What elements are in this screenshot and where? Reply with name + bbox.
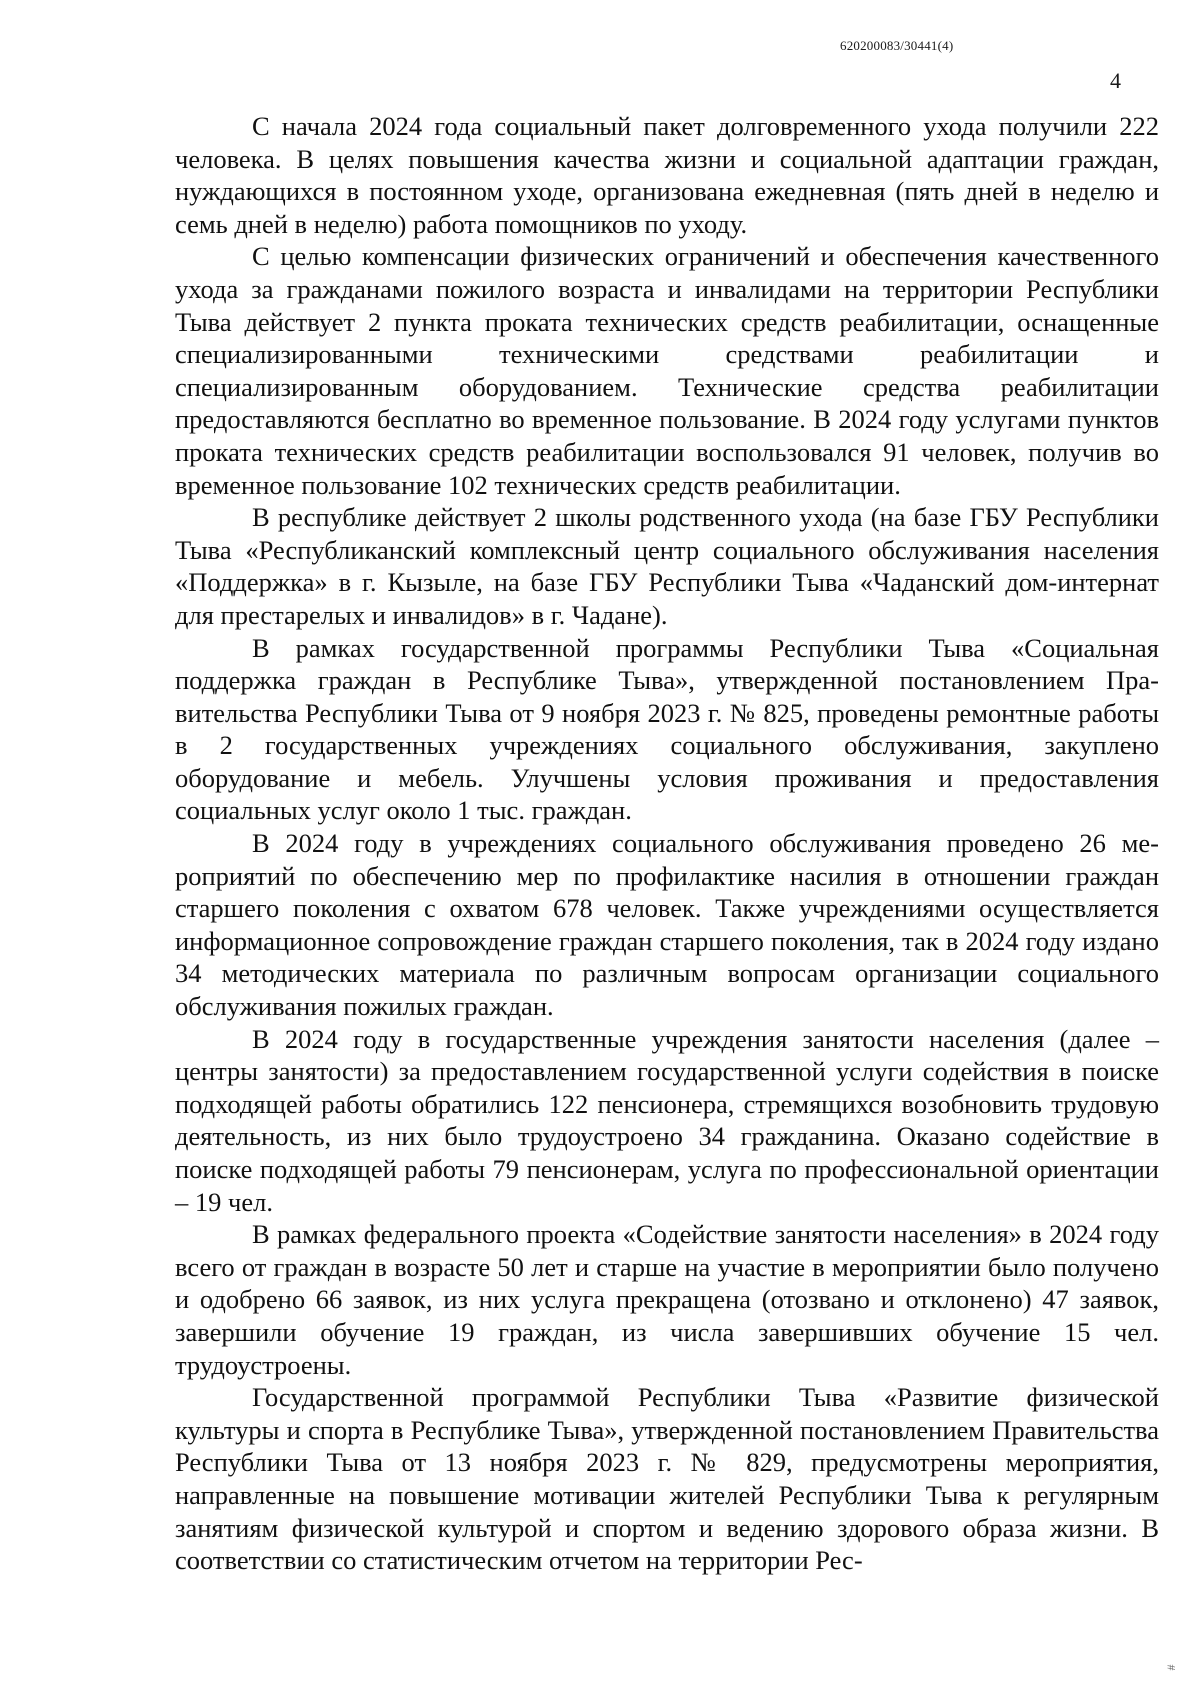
paragraph: Государственной программой Республики Тыва «Развитие физической культуры и спорта в Республике Тыва», утвержденной постановлением Правительства Республики Тыва от 13 ноября 2023 г. № 829, предусмотрены мероприятия, направленные на повышение мотивации жителей Республики Тыва к регулярным занятиям физической культурой и спортом и ведению здорового образа жизни. В соответствии со статистическим отчетом на территории Рес- (175, 1382, 1159, 1576)
document-body (175, 110, 1159, 1577)
scan-mark: # (1164, 1664, 1179, 1671)
paragraph: В рамках государственной программы Республики Тыва «Социальная поддержка граждан в Республике Тыва», утвержденной постановлением Правительства Республики Тыва от 9 ноября 2023 г. № 825, проведены ремонтные работы в 2 государственных учреждениях социального обслуживания, закуплено оборудование и мебель. Улучшены условия проживания и предоставления социальных услуг около 1 тыс. граждан. (175, 632, 1159, 826)
paragraph: В 2024 году в учреждениях социального обслуживания проведено 26 мероприятий по обеспечению мер по профилактике насилия в отношении граждан старшего поколения с охватом 678 человек. Также учреждениями осуществляется информационное сопровождение граждан старшего поколения, так в 2024 году издано 34 методических материала по различным вопросам организации социального обслуживания пожилых граждан. (175, 828, 1159, 1022)
page-number: 4 (1110, 68, 1121, 93)
paragraph: В республике действует 2 школы родственного ухода (на базе ГБУ Республики Тыва «Республиканский комплексный центр социального обслуживания населения «Поддержка» в г. Кызыле, на базе ГБУ Республики Тыва «Чаданский дом-интернат для престарелых и инвалидов» в г. Чадане). (175, 502, 1159, 630)
paragraph: С целью компенсации физических ограничений и обеспечения качественного ухода за гражданами пожилого возраста и инвалидами на территории Республики Тыва действует 2 пункта проката технических средств реабилитации, оснащенные специализированными техническими средствами реабилитации и специализированным оборудованием. Технические средства реабилитации предоставляются бесплатно во временное пользование. В 2024 году услугами пунктов проката технических средств реабилитации воспользовался 91 человек, получив во временное пользование 102 технических средств реабилитации. (175, 241, 1159, 500)
paragraph: С начала 2024 года социальный пакет долговременного ухода получили 222 человека. В целях повышения качества жизни и социальной адаптации граждан, нуждающихся в постоянном уходе, организована ежедневная (пять дней в неделю и семь дней в неделю) работа помощников по уходу. (175, 111, 1159, 239)
paragraph: В 2024 году в государственные учреждения занятости населения (далее – центры занятости) за предоставлением государственной услуги содействия в поиске подходящей работы обратились 122 пенсионера, стремящихся возобновить трудовую деятельность, из них было трудоустроено 34 гражданина. Оказано содействие в поиске подходящей работы 79 пенсионерам, услуга по профессиональной ориентации – 19 чел. (175, 1023, 1159, 1217)
document-id: 620200083/30441(4) (840, 38, 954, 53)
paragraph: В рамках федерального проекта «Содействие занятости населения» в 2024 году всего от граждан в возрасте 50 лет и старше на участие в мероприятии было получено и одобрено 66 заявок, из них услуга прекращена (отозвано и отклонено) 47 заявок, завершили обучение 19 граждан, из числа завершивших обучение 15 чел. трудоустроены. (175, 1219, 1159, 1380)
